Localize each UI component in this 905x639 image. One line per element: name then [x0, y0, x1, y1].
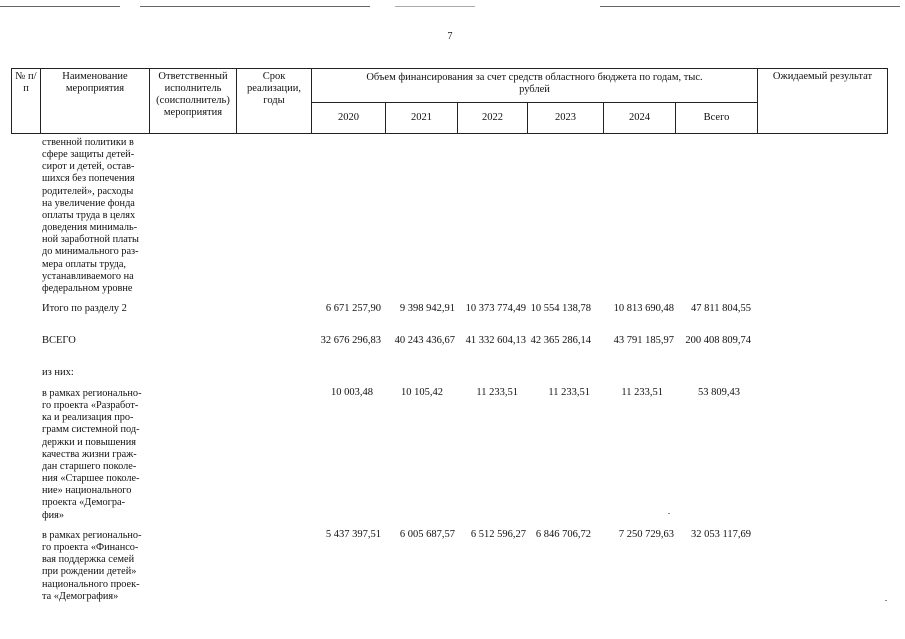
text-line: держки и повышения	[42, 436, 136, 448]
row-of-which	[0, 367, 905, 381]
text-line: шихся без попечения	[42, 173, 135, 185]
top-scan-line-mid	[140, 6, 370, 7]
value-2024: 11 233,51	[621, 387, 663, 398]
value-2022: 41 332 604,13	[465, 335, 526, 346]
row-label: Итого по разделу 2	[42, 303, 127, 314]
text-line: го проекта «Разработ-	[42, 400, 139, 412]
project-older-text	[42, 388, 148, 522]
value-total: 47 811 804,55	[691, 303, 751, 314]
text-line: национального проек-	[42, 578, 140, 590]
value-2023: 10 554 138,78	[530, 303, 591, 314]
value-2023: 6 846 706,72	[535, 529, 591, 540]
value-2024: 10 813 690,48	[613, 303, 674, 314]
value-total: 32 053 117,69	[691, 529, 751, 540]
text-line: ственной политики в	[42, 137, 134, 148]
text-line: родителей», расходы	[42, 185, 134, 197]
header-year-2022: 2022	[458, 103, 528, 134]
value-2021: 6 005 687,57	[399, 529, 455, 540]
scan-speck	[885, 600, 887, 601]
text-line: ка и реализация про-	[42, 412, 134, 424]
text-line: федеральном уровне	[42, 282, 133, 294]
text-line: та «Демография»	[42, 590, 119, 602]
top-scan-line-left	[0, 6, 120, 7]
top-scan-line-mid2	[395, 6, 475, 7]
text-line: доведения минималь-	[42, 222, 138, 234]
value-2023: 42 365 286,14	[530, 335, 591, 346]
header-funding: Объем финансирования за счет средств областного бюджета по годам, тыс. рублей	[312, 69, 758, 103]
text-line: вая поддержка семей	[42, 554, 135, 566]
value-2021: 40 243 436,67	[394, 335, 455, 346]
table-header	[11, 68, 888, 134]
header-year-total: Всего	[676, 103, 758, 134]
value-2020: 5 437 397,51	[325, 529, 381, 540]
value-2022: 10 373 774,49	[465, 303, 526, 314]
text-line: грамм системной под-	[42, 424, 140, 436]
header-term: Срок реализации, годы	[237, 69, 312, 134]
text-line: в рамках регионально-	[42, 388, 142, 399]
value-2021: 9 398 942,91	[399, 303, 455, 314]
text-line: го проекта «Финансо-	[42, 542, 139, 554]
page-number: 7	[447, 31, 453, 42]
text-line: качества жизни граж-	[42, 448, 137, 460]
header-year-2020: 2020	[312, 103, 386, 134]
header-year-2024: 2024	[604, 103, 676, 134]
value-total: 200 408 809,74	[685, 335, 751, 346]
text-line: в рамках регионально-	[42, 530, 142, 541]
top-scan-line-right	[600, 6, 900, 7]
value-2023: 11 233,51	[548, 387, 590, 398]
header-year-2023: 2023	[528, 103, 604, 134]
text-line: сирот и детей, остав-	[42, 161, 135, 173]
text-line: оплаты труда в целях	[42, 209, 136, 221]
text-line: ния «Старшее поколе-	[42, 473, 140, 485]
text-line: мера оплаты труда,	[42, 258, 126, 270]
row-project-family-values	[0, 529, 905, 543]
value-2020: 10 003,48	[331, 387, 373, 398]
value-2024: 43 791 185,97	[613, 335, 674, 346]
text-line: при рождении детей»	[42, 566, 137, 578]
value-2022: 6 512 596,27	[470, 529, 526, 540]
row-section-total	[0, 303, 905, 317]
header-result: Ожидаемый результат	[758, 69, 888, 134]
value-2020: 32 676 296,83	[320, 335, 381, 346]
text-line: фия»	[42, 509, 65, 521]
row-project-older-values	[0, 387, 905, 401]
row-grand-total	[0, 335, 905, 349]
value-2024: 7 250 729,63	[618, 529, 674, 540]
text-line: до минимального раз-	[42, 246, 139, 258]
text-line: устанавливаемого на	[42, 270, 134, 282]
value-total: 53 809,43	[698, 387, 740, 398]
scan-speck	[668, 513, 670, 514]
row-label: ВСЕГО	[42, 335, 76, 346]
row-label: из них:	[42, 367, 74, 378]
value-2022: 11 233,51	[476, 387, 518, 398]
text-line: дан старшего поколе-	[42, 460, 137, 472]
text-line: ной заработной платы	[42, 234, 139, 246]
header-number: № п/п	[12, 69, 41, 134]
header-name: Наименование мероприятия	[41, 69, 150, 134]
text-line: ние» национального	[42, 485, 132, 497]
header-year-2021: 2021	[386, 103, 458, 134]
value-2021: 10 105,42	[401, 387, 443, 398]
header-responsible: Ответственный исполнитель (соисполнитель) мероприятия	[150, 69, 237, 134]
continuation-text	[42, 137, 148, 295]
text-line: на увеличение фонда	[42, 197, 135, 209]
value-2020: 6 671 257,90	[325, 303, 381, 314]
text-line: сфере защиты детей-	[42, 149, 135, 161]
text-line: проекта «Демогра-	[42, 497, 126, 509]
